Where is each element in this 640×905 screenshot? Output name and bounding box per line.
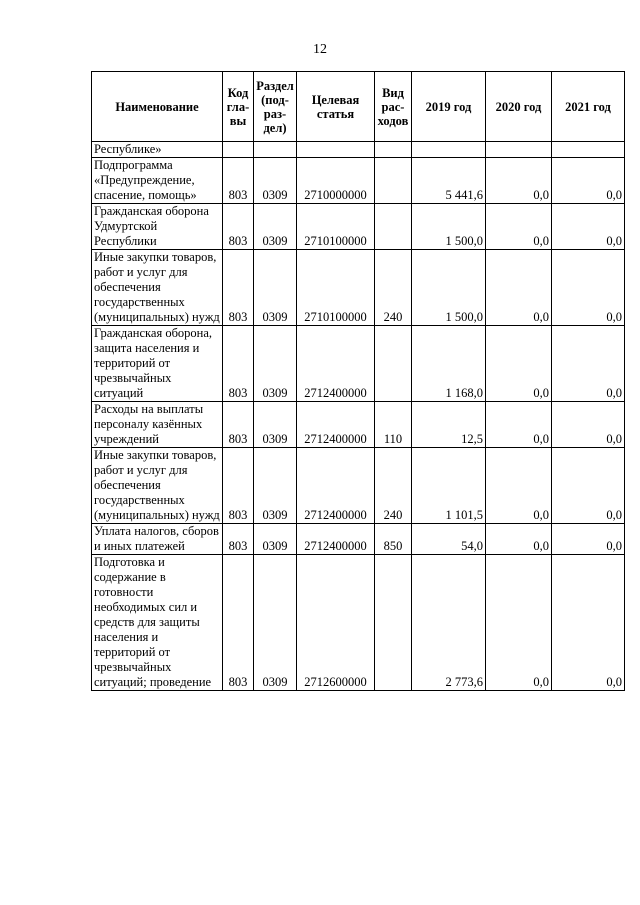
cell-expense: 240: [375, 250, 412, 326]
cell-name: Подпрограмма «Предупреждение, спасение, помощь»: [92, 158, 223, 204]
cell-chapter: 803: [223, 326, 254, 402]
table-row: [92, 448, 625, 524]
table-row: [92, 555, 625, 691]
cell-2020: 0,0: [486, 448, 552, 524]
cell-2019: 1 168,0: [412, 326, 486, 402]
cell-chapter: 803: [223, 524, 254, 555]
cell-2020: 0,0: [486, 402, 552, 448]
cell-expense: 240: [375, 448, 412, 524]
header-name: Наименование: [92, 72, 223, 142]
header-2019: 2019 год: [412, 72, 486, 142]
cell-section: 0309: [254, 326, 297, 402]
header-2020: 2020 год: [486, 72, 552, 142]
header-chapter: Код гла-вы: [223, 72, 254, 142]
cell-target: 2710100000: [297, 250, 375, 326]
table-row: [92, 402, 625, 448]
table-header-row: [92, 72, 625, 142]
cell-expense: [375, 158, 412, 204]
cell-2020: 0,0: [486, 326, 552, 402]
cell-2019: 1 101,5: [412, 448, 486, 524]
cell-target: [297, 142, 375, 158]
cell-section: 0309: [254, 158, 297, 204]
cell-expense: [375, 555, 412, 691]
cell-2019: 1 500,0: [412, 204, 486, 250]
header-target: Целевая статья: [297, 72, 375, 142]
cell-target: 2712400000: [297, 402, 375, 448]
cell-expense: 850: [375, 524, 412, 555]
cell-expense: [375, 326, 412, 402]
table-row: [92, 326, 625, 402]
cell-chapter: 803: [223, 158, 254, 204]
cell-section: 0309: [254, 250, 297, 326]
cell-2019: 54,0: [412, 524, 486, 555]
cell-name: Уплата налогов, сборов и иных платежей: [92, 524, 223, 555]
cell-name: Гражданская оборона, защита населения и территорий от чрезвычайных ситуаций: [92, 326, 223, 402]
table-row: [92, 524, 625, 555]
cell-target: 2712600000: [297, 555, 375, 691]
cell-2020: 0,0: [486, 555, 552, 691]
cell-2021: 0,0: [552, 524, 625, 555]
cell-section: 0309: [254, 524, 297, 555]
cell-chapter: 803: [223, 250, 254, 326]
table-row: [92, 204, 625, 250]
cell-2021: 0,0: [552, 158, 625, 204]
header-section: Раздел (под-раз-дел): [254, 72, 297, 142]
cell-chapter: [223, 142, 254, 158]
budget-table: [91, 71, 625, 691]
cell-chapter: 803: [223, 402, 254, 448]
cell-2021: 0,0: [552, 204, 625, 250]
cell-2021: 0,0: [552, 326, 625, 402]
cell-2021: 0,0: [552, 250, 625, 326]
cell-expense: 110: [375, 402, 412, 448]
cell-target: 2710000000: [297, 158, 375, 204]
cell-target: 2712400000: [297, 448, 375, 524]
cell-chapter: 803: [223, 448, 254, 524]
cell-chapter: 803: [223, 555, 254, 691]
cell-2020: 0,0: [486, 204, 552, 250]
cell-section: 0309: [254, 402, 297, 448]
cell-2021: 0,0: [552, 555, 625, 691]
table-row: [92, 158, 625, 204]
cell-2019: 12,5: [412, 402, 486, 448]
cell-name: Республике»: [92, 142, 223, 158]
cell-target: 2712400000: [297, 524, 375, 555]
cell-2020: 0,0: [486, 524, 552, 555]
cell-section: 0309: [254, 204, 297, 250]
cell-2021: 0,0: [552, 402, 625, 448]
table-row: [92, 250, 625, 326]
cell-chapter: 803: [223, 204, 254, 250]
cell-name: Расходы на выплаты персоналу казённых учреждений: [92, 402, 223, 448]
cell-2019: [412, 142, 486, 158]
cell-2019: 1 500,0: [412, 250, 486, 326]
cell-expense: [375, 204, 412, 250]
cell-2021: 0,0: [552, 448, 625, 524]
cell-name: Подготовка и содержание в готовности необходимых сил и средств для защиты населения и территорий от чрезвычайных ситуаций; проведение: [92, 555, 223, 691]
cell-2021: [552, 142, 625, 158]
page-number: 12: [313, 42, 327, 57]
cell-section: 0309: [254, 555, 297, 691]
cell-2020: [486, 142, 552, 158]
header-2021: 2021 год: [552, 72, 625, 142]
cell-2020: 0,0: [486, 158, 552, 204]
cell-section: [254, 142, 297, 158]
cell-target: 2710100000: [297, 204, 375, 250]
cell-name: Гражданская оборона Удмуртской Республики: [92, 204, 223, 250]
cell-expense: [375, 142, 412, 158]
table-body: [92, 142, 625, 691]
cell-2019: 5 441,6: [412, 158, 486, 204]
cell-2020: 0,0: [486, 250, 552, 326]
cell-name: Иные закупки товаров, работ и услуг для обеспечения государственных (муниципальных) нужд: [92, 250, 223, 326]
header-expense: Вид рас-ходов: [375, 72, 412, 142]
cell-target: 2712400000: [297, 326, 375, 402]
table-row: [92, 142, 625, 158]
cell-section: 0309: [254, 448, 297, 524]
cell-name: Иные закупки товаров, работ и услуг для обеспечения государственных (муниципальных) нужд: [92, 448, 223, 524]
cell-2019: 2 773,6: [412, 555, 486, 691]
